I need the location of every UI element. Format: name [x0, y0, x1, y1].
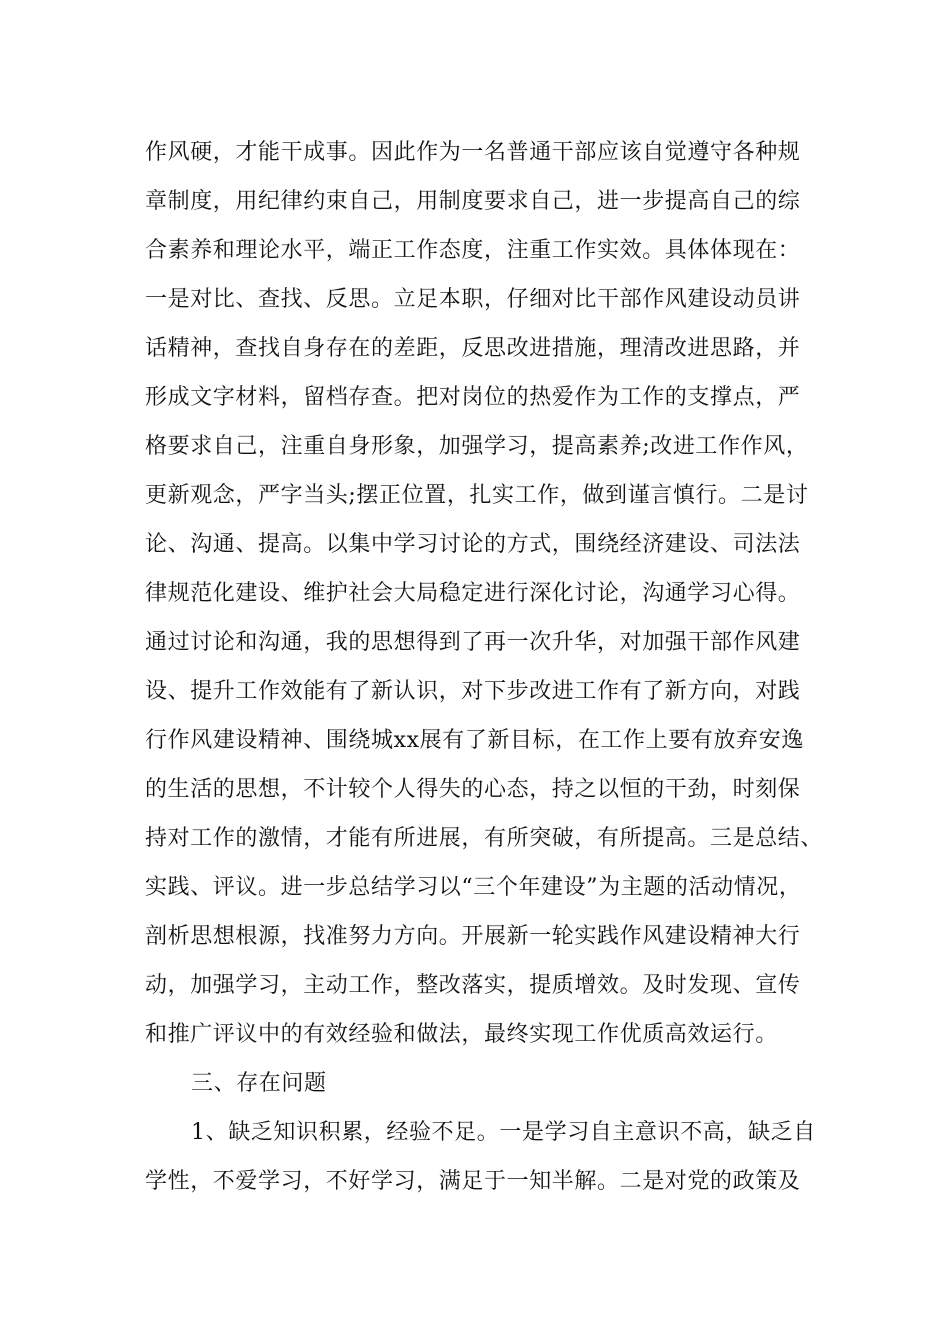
text-line: 动，加强学习，主动工作，整改落实，提质增效。及时发现、宣传	[145, 973, 801, 998]
text-line: 行作风建设精神、围绕城xx展有了新目标，在工作上要有放弃安逸	[145, 728, 804, 753]
text-line: 律规范化建设、维护社会大局稳定进行深化讨论，沟通学习心得。	[145, 581, 801, 606]
text-line: 话精神，查找自身存在的差距，反思改进措施，理清改进思路，并	[145, 336, 801, 361]
text-line: 1、缺乏知识积累，经验不足。一是学习自主意识不高，缺乏自	[191, 1120, 816, 1145]
text-line: 合素养和理论水平，端正工作态度，注重工作实效。具体体现在：	[145, 238, 801, 263]
text-line: 形成文字材料，留档存查。把对岗位的热爱作为工作的支撑点，严	[145, 385, 801, 410]
text-line: 和推广评议中的有效经验和做法，最终实现工作优质高效运行。	[145, 1022, 778, 1047]
text-line: 一是对比、查找、反思。立足本职，仔细对比干部作风建设动员讲	[145, 287, 801, 312]
text-line: 实践、评议。进一步总结学习以“三个年建设”为主题的活动情况，	[145, 875, 802, 900]
document-body	[145, 128, 824, 1206]
text-line: 作风硬，才能干成事。因此作为一名普通干部应该自觉遵守各种规	[145, 140, 801, 165]
text-line: 章制度，用纪律约束自己，用制度要求自己，进一步提高自己的综	[145, 189, 801, 214]
text-line: 持对工作的激情，才能有所进展，有所突破，有所提高。三是总结、	[145, 826, 824, 851]
text-line: 的生活的思想，不计较个人得失的心态，持之以恒的干劲，时刻保	[145, 777, 801, 802]
text-line: 格要求自己，注重自身形象，加强学习，提高素养;改进工作作风，	[145, 434, 809, 459]
text-line: 更新观念，严字当头;摆正位置，扎实工作，做到谨言慎行。二是讨	[145, 483, 809, 508]
text-line: 学性，不爱学习，不好学习，满足于一知半解。二是对党的政策及	[145, 1169, 801, 1194]
section-heading: 三、存在问题	[191, 1071, 327, 1096]
text-line: 剖析思想根源，找准努力方向。开展新一轮实践作风建设精神大行	[145, 924, 801, 949]
text-line: 论、沟通、提高。以集中学习讨论的方式，围绕经济建设、司法法	[145, 532, 801, 557]
text-line: 设、提升工作效能有了新认识，对下步改进工作有了新方向，对践	[145, 679, 801, 704]
text-line: 通过讨论和沟通，我的思想得到了再一次升华，对加强干部作风建	[145, 630, 801, 655]
